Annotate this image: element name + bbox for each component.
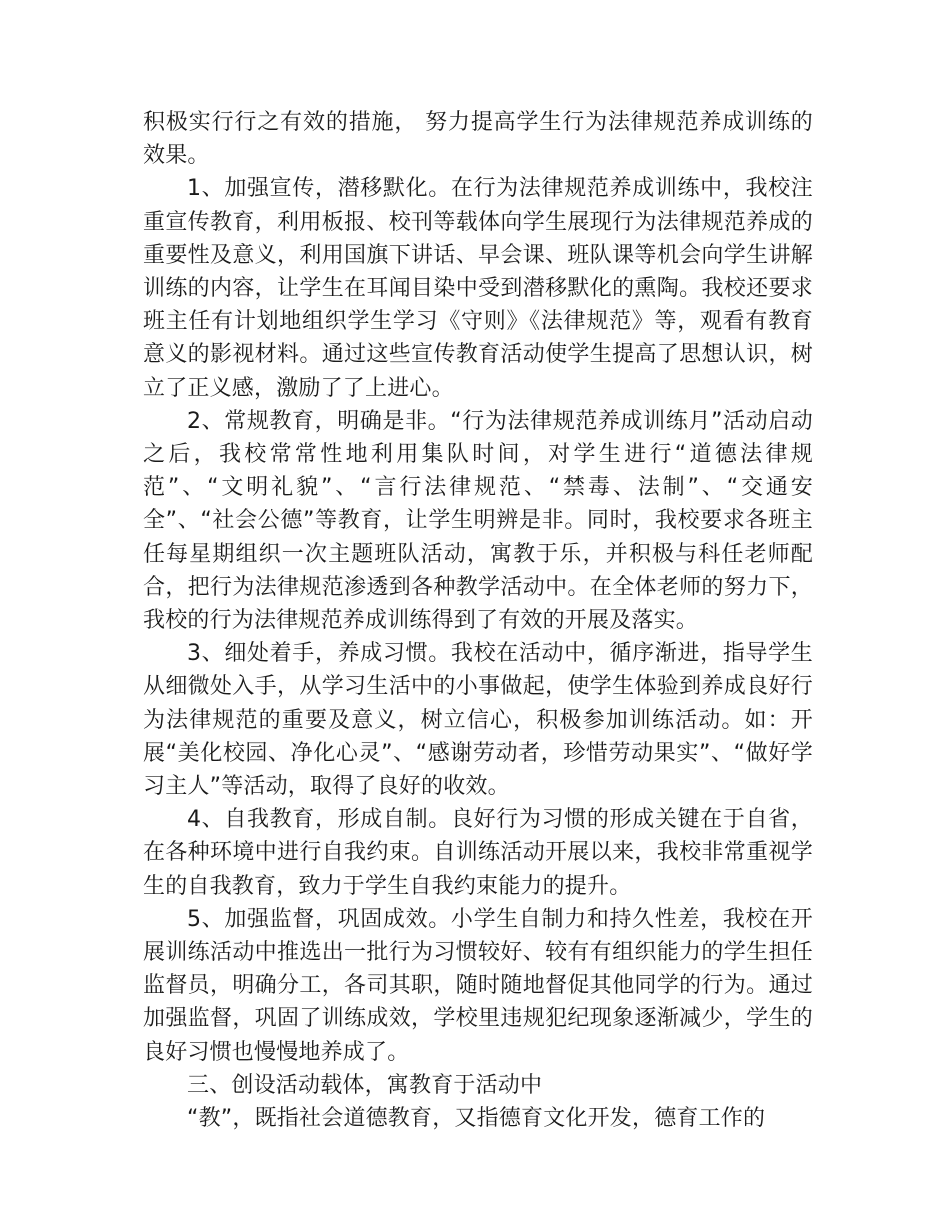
paragraph-point-5: 5、加强监督，巩固成效。小学生自制力和持久性差，我校在开展训练活动中推选出一批行为习惯较好、较有有组织能力的学生担任监督员，明确分工，各司其职，随时随地督促其他同学的行为。通过加强监督，巩固了训练成效，学校里违规犯纪现象逐渐减少，学生的良好习惯也慢慢地养成了。 xyxy=(143,906,813,1065)
paragraph-point-2: 2、常规教育，明确是非。“行为法律规范养成训练月”活动启动之后，我校常常性地利用集队时间，对学生进行“道德法律规范”、“文明礼貌”、“言行法律规范、“禁毒、法制”、“交通安全”、“社会公德”等教育，让学生明辨是非。同时，我校要求各班主任每星期组织一次主题班队活动，寓教于乐，并积极与科任老师配合，把行为法律规范渗透到各种教学活动中。在全体老师的努力下，我校的行为法律规范养成训练得到了有效的开展及落实。 xyxy=(143,408,813,634)
paragraph-intro-continuation: 积极实行行之有效的措施， 努力提高学生行为法律规范养成训练的效果。 xyxy=(143,110,813,169)
section-heading-3: 三、创设活动载体，寓教育于活动中 xyxy=(187,1072,543,1098)
paragraph-point-4: 4、自我教育，形成自制。良好行为习惯的形成关键在于自省，在各种环境中进行自我约束。自训练活动开展以来，我校非常重视学生的自我教育，致力于学生自我约束能力的提升。 xyxy=(143,807,813,899)
document-page xyxy=(143,106,813,1135)
paragraph-point-1: 1、加强宣传，潜移默化。在行为法律规范养成训练中，我校注重宣传教育，利用板报、校刊等载体向学生展现行为法律规范养成的重要性及意义，利用国旗下讲话、早会课、班队课等机会向学生讲解训练的内容，让学生在耳闻目染中受到潜移默化的熏陶。我校还要求班主任有计划地组织学生学习《守则》《法律规范》等，观看有教育意义的影视材料。通过这些宣传教育活动使学生提高了思想认识，树立了正义感，激励了了上进心。 xyxy=(143,176,813,401)
paragraph-section-3-start: “教”，既指社会道德教育，又指德育文化开发，德育工作的 xyxy=(187,1106,766,1132)
paragraph-point-3: 3、细处着手，养成习惯。我校在活动中，循序渐进，指导学生从细微处入手，从学习生活中的小事做起，使学生体验到养成良好行为法律规范的重要及意义，树立信心，积极参加训练活动。如：开展“美化校园、净化心灵”、“感谢劳动者，珍惜劳动果实”、“做好学习主人”等活动，取得了良好的收效。 xyxy=(143,641,813,800)
